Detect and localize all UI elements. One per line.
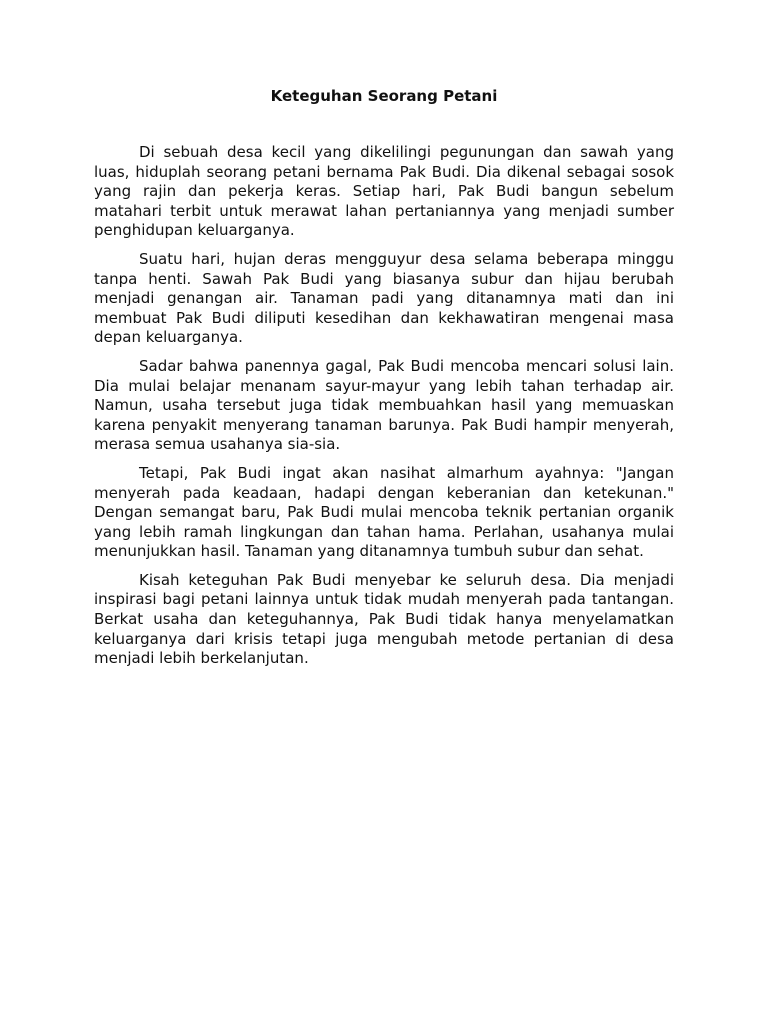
paragraph-3: Sadar bahwa panennya gagal, Pak Budi mencoba mencari solusi lain. Dia mulai belajar menanam sayur-mayur yang lebih tahan terhadap air. Namun, usaha tersebut juga tidak membuahkan hasil yang memuaskan karena penyakit menyerang tanaman barunya. Pak Budi hampir menyerah, merasa semua usahanya sia-sia. (94, 356, 674, 454)
document-body (94, 143, 674, 678)
paragraph-4: Tetapi, Pak Budi ingat akan nasihat almarhum ayahnya: "Jangan menyerah pada keadaan, hadapi dengan keberanian dan ketekunan." Dengan semangat baru, Pak Budi mulai mencoba teknik pertanian organik yang lebih ramah lingkungan dan tahan hama. Perlahan, usahanya mulai menunjukkan hasil. Tanaman yang ditanamnya tumbuh subur dan sehat. (94, 463, 674, 561)
paragraph-1: Di sebuah desa kecil yang dikelilingi pegunungan dan sawah yang luas, hiduplah seorang petani bernama Pak Budi. Dia dikenal sebagai sosok yang rajin dan pekerja keras. Setiap hari, Pak Budi bangun sebelum matahari terbit untuk merawat lahan pertaniannya yang menjadi sumber penghidupan keluarganya. (94, 143, 674, 240)
paragraph-5: Kisah keteguhan Pak Budi menyebar ke seluruh desa. Dia menjadi inspirasi bagi petani lainnya untuk tidak mudah menyerah pada tantangan. Berkat usaha dan keteguhannya, Pak Budi tidak hanya menyelamatkan keluarganya dari krisis tetapi juga mengubah metode pertanian di desa menjadi lebih berkelanjutan. (94, 570, 674, 668)
paragraph-2: Suatu hari, hujan deras mengguyur desa selama beberapa minggu tanpa henti. Sawah Pak Budi yang biasanya subur dan hijau berubah menjadi genangan air. Tanaman padi yang ditanamnya mati dan ini membuat Pak Budi diliputi kesedihan dan kekhawatiran mengenai masa depan keluarganya. (94, 249, 674, 347)
document-title: Keteguhan Seorang Petani (270, 87, 498, 105)
